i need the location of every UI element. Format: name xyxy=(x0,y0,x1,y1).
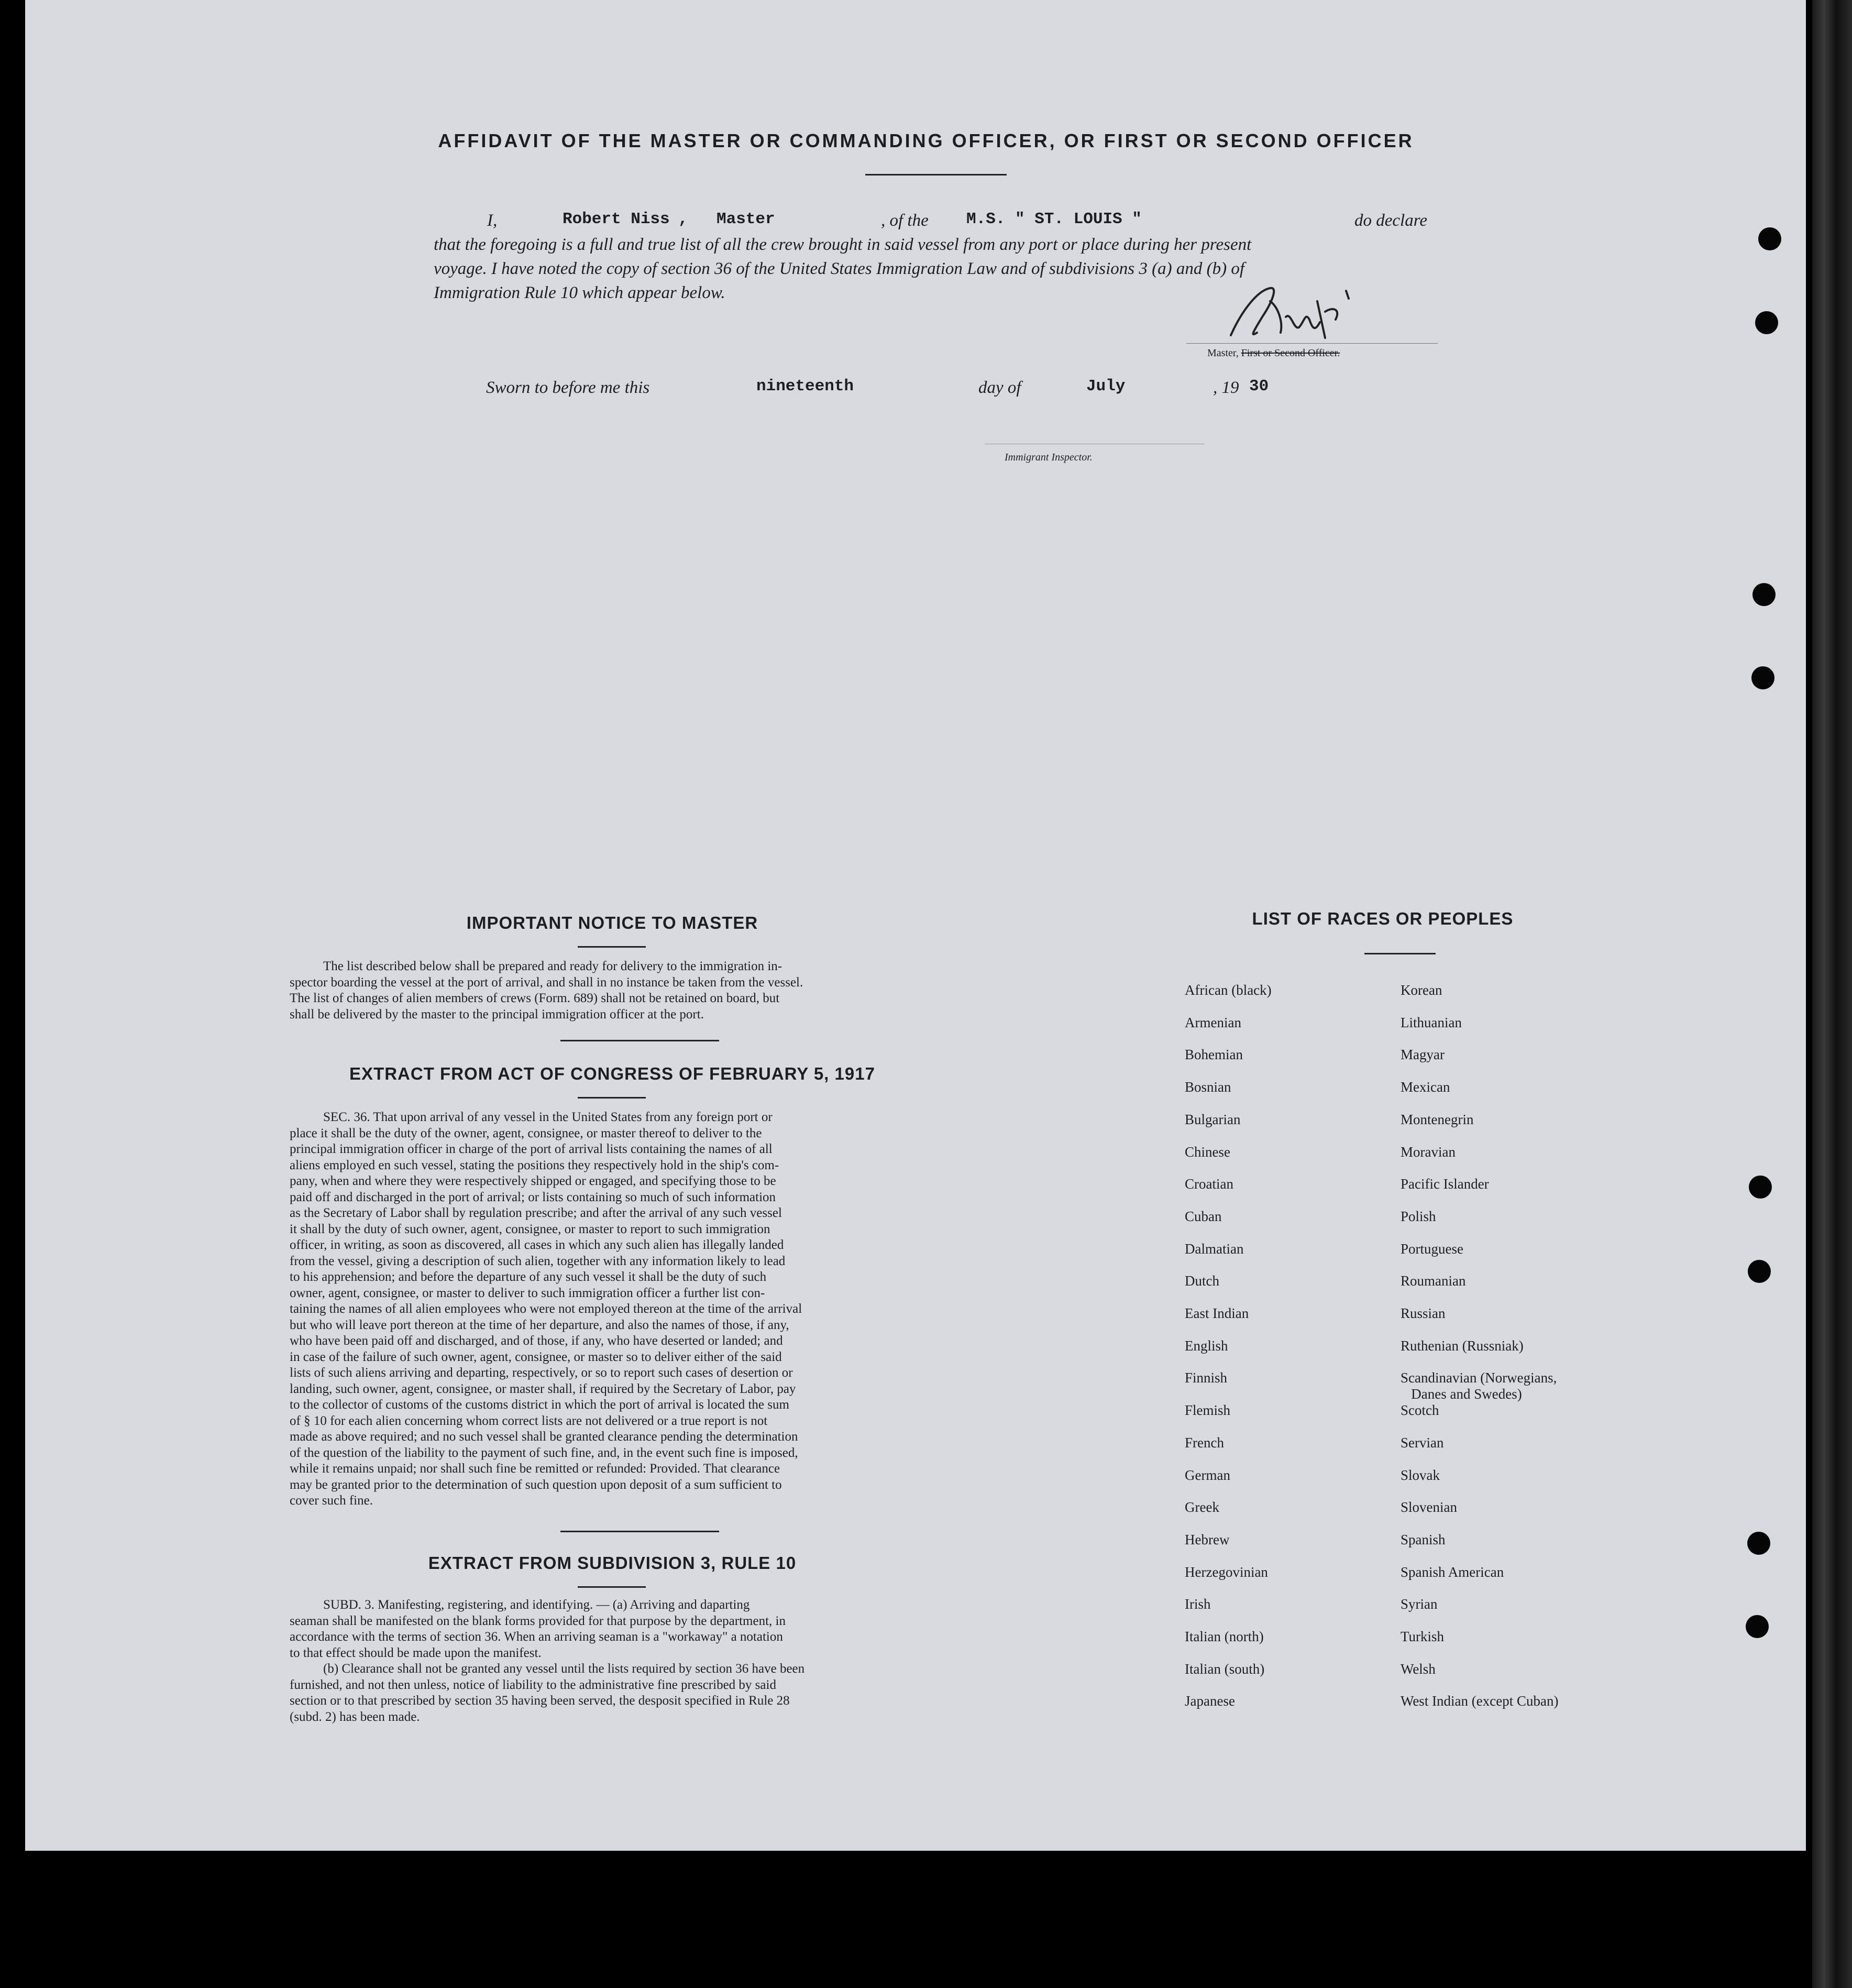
text-line: made as above required; and no such vessel shall be granted clearance pending the determination xyxy=(290,1430,798,1444)
text-line: in case of the failure of such owner, agent, consignee, or master so to deliver either of the said xyxy=(290,1349,782,1364)
punch-hole xyxy=(1755,311,1778,334)
text-line: taining the names of all alien employees who were not employed thereon at the time of the arrival xyxy=(290,1302,802,1316)
text-line: owner, agent, consignee, or master to deliver to such immigration officer a further list con- xyxy=(290,1286,765,1300)
text-line: (subd. 2) has been made. xyxy=(290,1709,420,1724)
sworn-day: nineteenth xyxy=(756,377,854,396)
race-entry: Japanese xyxy=(1185,1693,1235,1709)
text-line: The list described below shall be prepared and ready for delivery to the immigration in- xyxy=(323,959,782,973)
officer-name: Robert Niss xyxy=(563,210,670,228)
text-line: it shall by the duty of such owner, agent, consignee, or master to report to such immigration xyxy=(290,1222,770,1236)
text-line: accordance with the terms of section 36. When an arriving seaman is a "workaway" a notation xyxy=(290,1630,783,1644)
race-entry: Greek xyxy=(1185,1499,1219,1515)
punch-hole xyxy=(1748,1260,1771,1283)
race-entry: Italian (south) xyxy=(1185,1661,1265,1677)
text-line: SUBD. 3. Manifesting, registering, and identifying. — (a) Arriving and daparting xyxy=(323,1598,750,1612)
race-entry: Turkish xyxy=(1401,1629,1445,1644)
race-entry: Herzegovinian xyxy=(1185,1564,1268,1580)
text-line: as the Secretary of Labor shall by regulation prescribe; and after the arrival of any such vessel xyxy=(290,1206,782,1220)
race-entry: Slovak xyxy=(1401,1467,1440,1483)
master-signature xyxy=(1220,280,1362,346)
notice-rule xyxy=(578,946,646,948)
race-entry: Spanish xyxy=(1401,1531,1446,1547)
year-suffix: 30 xyxy=(1249,377,1269,396)
text-line: of the question of the liability to the payment of such fine, and, in the event such fine is imposed, xyxy=(290,1445,798,1460)
section-divider xyxy=(560,1040,719,1041)
text-line: but who will leave port thereon at the time of her departure, and also the names of those, if any, xyxy=(290,1317,789,1332)
race-entry: Roumanian xyxy=(1401,1273,1466,1289)
notice-body xyxy=(290,959,935,1023)
punch-hole xyxy=(1749,1176,1772,1199)
do-declare-label: do declare xyxy=(1354,211,1427,230)
year-prefix: , 19 xyxy=(1213,378,1239,397)
race-entry: Bulgarian xyxy=(1185,1111,1241,1127)
race-entry: Magyar xyxy=(1401,1047,1445,1063)
race-entry: Chinese xyxy=(1185,1144,1230,1160)
text-line: to that effect should be made upon the manifest. xyxy=(290,1645,542,1660)
text-line: from the vessel, giving a description of such alien, together with any information likely to lead xyxy=(290,1254,786,1268)
text-line: place it shall be the duty of the owner, agent, consignee, or master thereof to deliver to the xyxy=(290,1126,762,1140)
declaration-i: I, xyxy=(487,211,498,230)
text-line: who have been paid off and discharged, and of those, if any, who have deserted or landed; and xyxy=(290,1334,783,1348)
race-entry: Italian (north) xyxy=(1185,1629,1264,1644)
punch-hole xyxy=(1746,1615,1769,1638)
races-title: LIST OF RACES OR PEOPLES xyxy=(1252,909,1514,928)
text-line: shall be delivered by the master to the principal immigration officer at the port. xyxy=(290,1007,704,1022)
punch-hole xyxy=(1758,227,1781,250)
race-entry: Portuguese xyxy=(1401,1240,1463,1257)
race-entry: Dutch xyxy=(1185,1273,1219,1289)
text-line: cover such fine. xyxy=(290,1493,373,1508)
punch-hole xyxy=(1747,1532,1770,1555)
race-entry: Lithuanian xyxy=(1401,1014,1462,1030)
race-entry: Pacific Islander xyxy=(1401,1176,1489,1192)
declaration-line-4: Immigration Rule 10 which appear below. xyxy=(434,283,725,302)
race-entry: Scotch xyxy=(1401,1402,1439,1419)
notice-title: IMPORTANT NOTICE TO MASTER xyxy=(466,913,758,932)
inspector-caption: Immigrant Inspector. xyxy=(1005,452,1093,463)
text-line: may be granted prior to the determination of such question upon deposit of a sum sufficient to xyxy=(290,1477,782,1492)
race-entry: Spanish American xyxy=(1401,1564,1504,1580)
race-entry: German xyxy=(1185,1467,1230,1483)
signature-caption: Master, First or Second Officer. xyxy=(1207,347,1340,359)
race-entry: Finnish xyxy=(1185,1370,1228,1386)
affidavit-title: AFFIDAVIT OF THE MASTER OR COMMANDING OFFICER, OR FIRST OR SECOND OFFICER xyxy=(438,130,1414,151)
sworn-month: July xyxy=(1086,377,1126,396)
race-entry: Polish xyxy=(1401,1208,1436,1224)
race-entry: Croatian xyxy=(1185,1176,1233,1192)
race-entry: Scandinavian (Norwegians, Danes and Swedes) xyxy=(1401,1370,1557,1402)
signature-line xyxy=(1186,343,1438,344)
punch-hole xyxy=(1751,666,1774,689)
race-entry: Syrian xyxy=(1401,1596,1438,1612)
section-divider xyxy=(560,1531,719,1532)
race-entry: English xyxy=(1185,1337,1228,1354)
text-line: spector boarding the vessel at the port of arrival, and shall in no instance be taken from the vessel. xyxy=(290,975,803,990)
text-line: paid off and discharged in the port of arrival; or lists containing so much of such information xyxy=(290,1190,776,1204)
race-entry: East Indian xyxy=(1185,1305,1249,1321)
of-the-label: , of the xyxy=(881,211,929,230)
vessel-name: M.S. " ST. LOUIS " xyxy=(966,210,1142,228)
race-entry: Hebrew xyxy=(1185,1531,1230,1547)
extract-rule-rule xyxy=(578,1586,646,1588)
text-line: of § 10 for each alien concerning whom correct lists are not delivered or a true report is not xyxy=(290,1413,768,1428)
text-line: aliens employed en such vessel, stating the positions they respectively hold in the ship's com- xyxy=(290,1158,779,1172)
race-entry: Russian xyxy=(1401,1305,1446,1321)
text-line: (b) Clearance shall not be granted any vessel until the lists required by section 36 have been xyxy=(323,1662,805,1676)
extract-rule-title: EXTRACT FROM SUBDIVISION 3, RULE 10 xyxy=(428,1553,797,1573)
race-entry: Moravian xyxy=(1401,1144,1456,1160)
extract-rule-body xyxy=(290,1597,935,1725)
text-line: SEC. 36. That upon arrival of any vessel in the United States from any foreign port or xyxy=(323,1110,773,1124)
race-entry: Flemish xyxy=(1185,1402,1231,1419)
race-entry: Bohemian xyxy=(1185,1047,1243,1063)
race-entry: Armenian xyxy=(1185,1014,1241,1030)
races-rule xyxy=(1364,953,1436,954)
extract-act-title: EXTRACT FROM ACT OF CONGRESS OF FEBRUARY 5, 1917 xyxy=(349,1064,875,1083)
race-entry: Slovenian xyxy=(1401,1499,1457,1515)
race-entry: Welsh xyxy=(1401,1661,1436,1677)
race-entry: Ruthenian (Russniak) xyxy=(1401,1337,1524,1354)
officer-rank: Master xyxy=(716,210,775,228)
race-entry: Mexican xyxy=(1401,1079,1450,1095)
scan-edge xyxy=(1812,0,1852,1988)
race-entry: Montenegrin xyxy=(1401,1111,1474,1127)
race-entry: French xyxy=(1185,1434,1224,1451)
text-line: to the collector of customs of the customs district in which the port of arrival is located the sum xyxy=(290,1398,789,1412)
sworn-label: Sworn to before me this xyxy=(486,378,650,397)
race-entry: African (black) xyxy=(1185,982,1272,998)
text-line: furnished, and not then unless, notice of liability to the administrative fine prescribed by said xyxy=(290,1677,776,1692)
text-line: to his apprehension; and before the departure of any such vessel it shall be the duty of such xyxy=(290,1270,767,1284)
text-line: landing, such owner, agent, consignee, or master shall, if required by the Secretary of Labor, pay xyxy=(290,1381,796,1396)
text-line: seaman shall be manifested on the blank forms provided for that purpose by the department, in xyxy=(290,1613,786,1628)
punch-hole xyxy=(1752,583,1776,606)
race-entry: West Indian (except Cuban) xyxy=(1401,1693,1559,1709)
declaration-line-3: voyage. I have noted the copy of section 36 of the United States Immigration Law and of subdivisions 3 (a) and (b) of xyxy=(434,259,1245,278)
race-entry: Dalmatian xyxy=(1185,1240,1244,1257)
text-line: while it remains unpaid; nor shall such fine be remitted or refunded: Provided. That clearance xyxy=(290,1462,780,1476)
day-of-label: day of xyxy=(978,378,1021,397)
declaration-line-2: that the foregoing is a full and true list of all the crew brought in said vessel from any port or place during her present xyxy=(434,235,1252,254)
text-line: officer, in writing, as soon as discovered, all cases in which any such alien has illegally landed xyxy=(290,1238,784,1252)
title-rule xyxy=(865,174,1007,175)
text-line: principal immigration officer in charge of the port of arrival lists containing the names of all xyxy=(290,1142,773,1156)
race-entry: Korean xyxy=(1401,982,1442,998)
text-line: lists of such aliens arriving and departing, respectively, or so to report such cases of desertion or xyxy=(290,1366,793,1380)
text-line: The list of changes of alien members of crews (Form. 689) shall not be retained on board, but xyxy=(290,991,780,1005)
race-entry: Cuban xyxy=(1185,1208,1222,1224)
extract-act-body xyxy=(290,1110,935,1509)
race-entry: Bosnian xyxy=(1185,1079,1231,1095)
race-entry: Irish xyxy=(1185,1596,1211,1612)
race-entry: Servian xyxy=(1401,1434,1444,1451)
name-comma: , xyxy=(678,210,688,228)
text-line: section or to that prescribed by section 35 having been served, the desposit specified in Rule 28 xyxy=(290,1694,790,1708)
extract-act-rule xyxy=(578,1097,646,1099)
text-line: pany, when and where they were respectively shipped or engaged, and specifying those to be xyxy=(290,1174,776,1188)
